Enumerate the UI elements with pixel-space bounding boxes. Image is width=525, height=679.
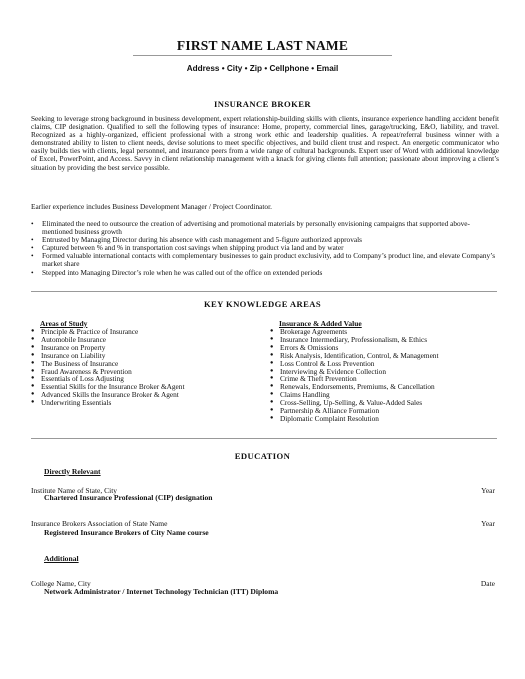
candidate-name: FIRST NAME LAST NAME [176, 38, 349, 53]
list-item: ● Loss Control & Loss Prevention [270, 360, 438, 368]
list-item: ● Diplomatic Complaint Resolution [270, 415, 438, 423]
institution-name: Institute Name of State, City [31, 486, 118, 495]
list-item: ● Claims Handling [270, 391, 438, 399]
list-item: • Eliminated the need to outsource the creation of advertising and promotional materials by personally envisioning campaigns that supported above-mentioned business growth [31, 220, 497, 236]
section-divider [31, 438, 497, 439]
earlier-experience: Earlier experience includes Business Development Manager / Project Coordinator. [31, 202, 272, 211]
profile-title: INSURANCE BROKER [214, 99, 311, 109]
profile-summary: Seeking to leverage strong background in business development, expert relationship-building skills with clients, insurance experience handling accident benefit claims, CIP designation. Qualified to sell the following types of insurance: Home, property, commercial lines, garage/trucking, E&O, liability, and travel. Recognized as a highly-organized, efficient professional with a strong work ethic and leadership qualities. A repeat/referral business winner with a demonstrated ability to listen to client needs, devise solutions to meet specific objectives, and build client trust and respect. An energetic communicator who easily builds ties with clients, legal personnel, and insurance peers from a wide range of cultural backgrounds. Expert user of Word with additional knowledge of Excel, PowerPoint, and Access. Savvy in client relationship management with a knack for giving clients full attention; passionate about improving a client’s situation by providing the best service possible. [31, 114, 499, 172]
list-item: ● Partnership & Alliance Formation [270, 407, 438, 415]
credential-name: Registered Insurance Brokers of City Name course [44, 528, 209, 537]
list-item: • Formed valuable international contacts with complementary businesses to gain product exclusivity, add to Company’s product line, and elevate Company’s market share [31, 252, 497, 268]
list-item: ● The Business of Insurance [31, 360, 184, 368]
list-item: ● Fraud Awareness & Prevention [31, 368, 184, 376]
list-item: ● Insurance on Liability [31, 352, 184, 360]
institution-name: Insurance Brokers Association of State Name [31, 519, 168, 528]
list-item: ● Crime & Theft Prevention [270, 375, 438, 383]
list-item: ● Principle & Practice of Insurance [31, 328, 184, 336]
list-item: ● Essentials of Loss Adjusting [31, 375, 184, 383]
institution-name: College Name, City [31, 579, 91, 588]
added-value-list [270, 328, 438, 423]
education-year: Year [481, 519, 495, 528]
list-item: ● Interviewing & Evidence Collection [270, 368, 438, 376]
header-divider [133, 55, 392, 56]
list-item: • Stepped into Managing Director’s role when he was called out of the office on extended periods [31, 269, 497, 277]
contact-line: Address • City • Zip • Cellphone • Email [186, 64, 339, 73]
education-title: EDUCATION [234, 451, 291, 461]
directly-relevant-heading: Directly Relevant [44, 467, 101, 476]
added-value-heading: Insurance & Added Value [279, 319, 362, 328]
list-item: ● Cross-Selling, Up-Selling, & Value-Added Sales [270, 399, 438, 407]
list-item: ● Brokerage Agreements [270, 328, 438, 336]
additional-heading: Additional [44, 554, 79, 563]
knowledge-title: KEY KNOWLEDGE AREAS [203, 299, 322, 309]
list-item: • Captured between % and % in transportation cost savings when shipping product via land and by water [31, 244, 497, 252]
list-item: ● Underwriting Essentials [31, 399, 184, 407]
list-item: ● Insurance on Property [31, 344, 184, 352]
list-item: ● Renewals, Endorsements, Premiums, & Cancellation [270, 383, 438, 391]
accomplishment-list [31, 220, 497, 277]
credential-name: Network Administrator / Internet Technology Technician (ITT) Diploma [44, 587, 279, 596]
credential-name: Chartered Insurance Professional (CIP) designation [44, 493, 213, 502]
list-item: ● Risk Analysis, Identification, Control, & Management [270, 352, 438, 360]
areas-of-study-list [31, 328, 184, 407]
list-item: ● Errors & Omissions [270, 344, 438, 352]
list-item: ● Automobile Insurance [31, 336, 184, 344]
list-item: ● Insurance Intermediary, Professionalism, & Ethics [270, 336, 438, 344]
section-divider [31, 291, 497, 292]
education-date: Date [480, 579, 495, 588]
education-year: Year [481, 486, 495, 495]
list-item: ● Essential Skills for the Insurance Broker &Agent [31, 383, 184, 391]
list-item: ● Advanced Skills the Insurance Broker & Agent [31, 391, 184, 399]
areas-of-study-heading: Areas of Study [40, 319, 88, 328]
list-item: • Entrusted by Managing Director during his absence with cash management and 5-figure authorized approvals [31, 236, 497, 244]
